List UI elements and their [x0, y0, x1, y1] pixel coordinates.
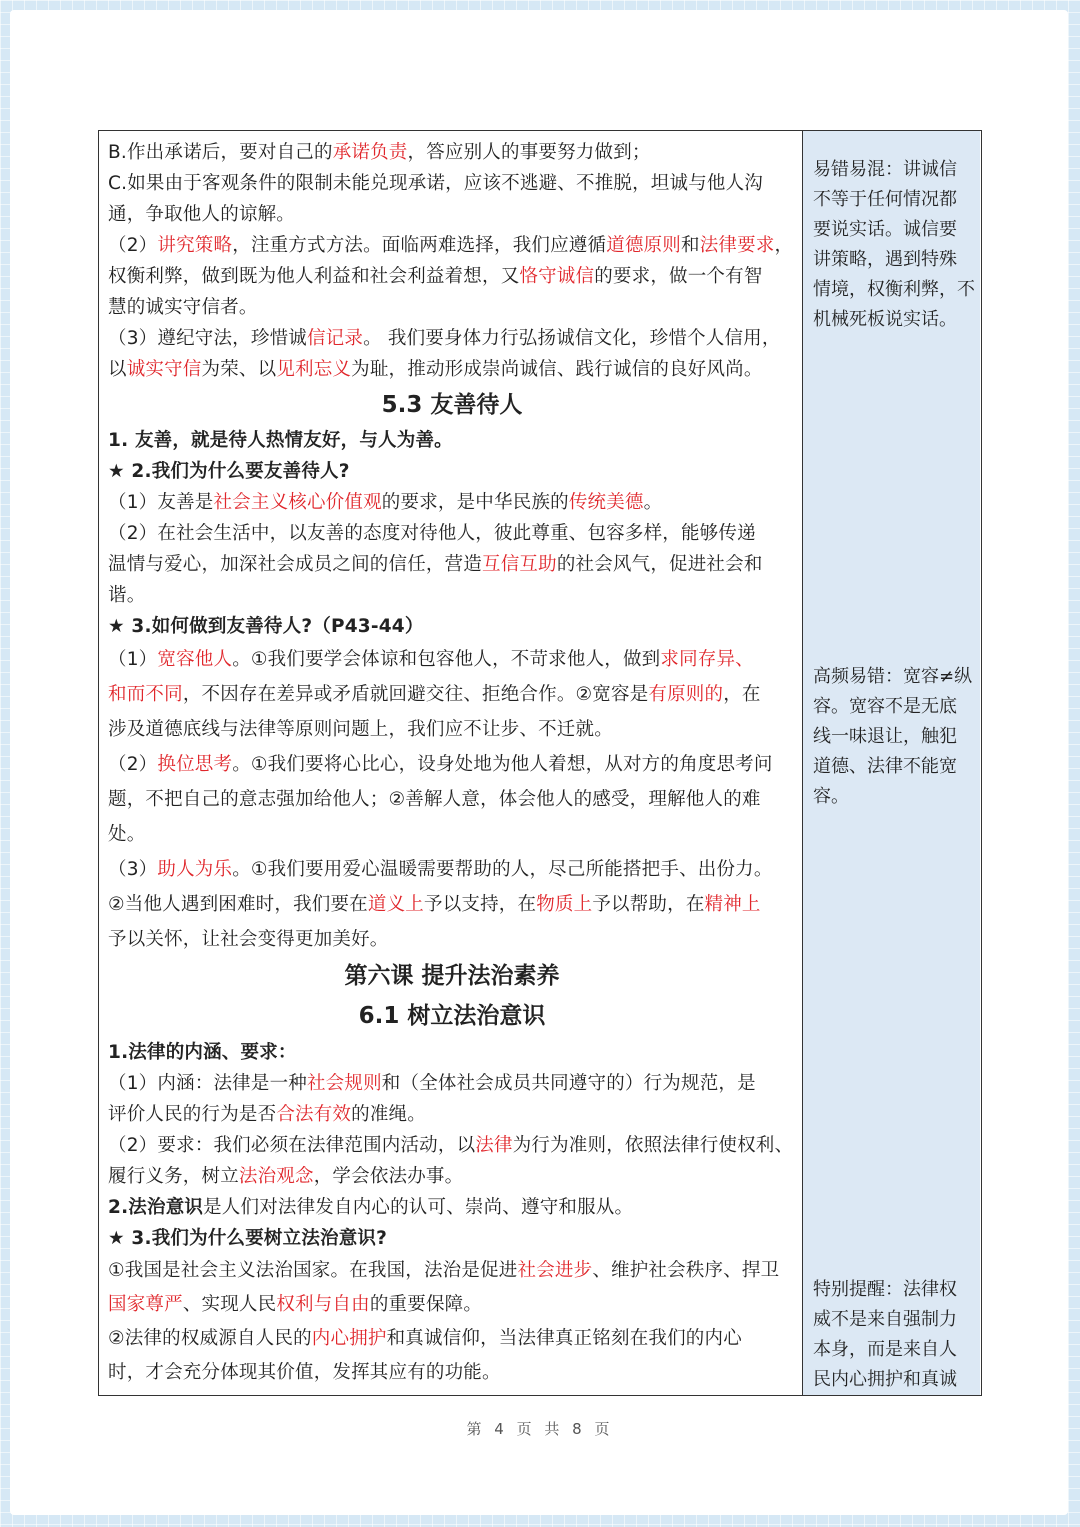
- answer-why-2-line3: 谐。: [108, 585, 146, 606]
- rule-of-law-awareness: 2.法治意识是人们对法律发自内心的认可、崇尚、遵守和服从。: [108, 1197, 634, 1218]
- question-why-friendly: ★ 2.我们为什么要友善待人?: [108, 461, 350, 482]
- law-requirement-line2: 履行义务，树立法治观念，学会依法办事。: [108, 1166, 464, 1187]
- sidebar-note-honesty: 易错易混：讲诚信 不等于任何情况都 要说实话。诚信要 讲策略，遇到特殊 情境，权衡利弊，不 机械死板说实话。: [813, 159, 975, 330]
- point-c-line1: C.如果由于客观条件的限制未能兑现承诺，应该不逃避、不推脱，坦诚与他人沟: [108, 173, 764, 194]
- point-2-line2: 权衡利弊，做到既为他人利益和社会利益着想，又恪守诚信的要求，做一个有智: [108, 266, 763, 287]
- definition-friendly: 1. 友善，就是待人热情友好，与人为善。: [108, 430, 453, 451]
- answer-how-2-line2: 题，不把自己的意志强加给他人；②善解人意，体会他人的感受，理解他人的难: [108, 789, 761, 810]
- answer-why-2-line1: （2）在社会生活中，以友善的态度对待他人，彼此尊重、包容多样，能够传递: [108, 523, 756, 544]
- rule-of-law-reason-1-line1: ①我国是社会主义法治国家。在我国，法治是促进社会进步、维护社会秩序、捍卫: [108, 1260, 780, 1281]
- point-b: B.作出承诺后，要对自己的承诺负责，答应别人的事要努力做到；: [108, 142, 651, 163]
- law-meaning-line2: 评价人民的行为是否合法有效的准绳。: [108, 1104, 426, 1125]
- rule-of-law-reason-2-line2: 时，才会充分体现其价值，发挥其应有的功能。: [108, 1362, 501, 1383]
- answer-how-1-line2: 和而不同，不因存在差异或矛盾就回避交往、拒绝合作。②宽容是有原则的，在: [108, 684, 761, 705]
- point-2-line1: （2）讲究策略，注重方式方法。面临两难选择，我们应遵循道德原则和法律要求，: [108, 235, 794, 256]
- section-heading-5-3: 5.3 友善待人: [381, 392, 523, 418]
- question-why-rule-of-law: ★ 3.我们为什么要树立法治意识?: [108, 1228, 388, 1249]
- point-3-line1: （3）遵纪守法，珍惜诚信记录。 我们要身体力行弘扬诚信文化，珍惜个人信用，: [108, 328, 781, 349]
- law-meaning-line1: （1）内涵：法律是一种社会规则和（全体社会成员共同遵守的）行为规范，是: [108, 1073, 756, 1094]
- section-heading-6-1: 6.1 树立法治意识: [358, 1003, 546, 1029]
- answer-how-3-line1: （3）助人为乐。①我们要用爱心温暖需要帮助的人，尽己所能搭把手、出份力。: [108, 859, 773, 880]
- point-3-line2: 以诚实守信为荣、以见利忘义为耻，推动形成崇尚诚信、践行诚信的良好风尚。: [108, 359, 763, 380]
- answer-how-3-line2: ②当他人遇到困难时，我们要在道义上予以支持，在物质上予以帮助，在精神上: [108, 894, 761, 915]
- point-2-line3: 慧的诚实守信者。: [108, 297, 258, 318]
- answer-how-3-line3: 予以关怀，让社会变得更加美好。: [108, 929, 389, 950]
- answer-how-2-line3: 处。: [108, 824, 146, 845]
- rule-of-law-reason-1-line2: 国家尊严、实现人民权利与自由的重要保障。: [108, 1294, 483, 1315]
- question-law-meaning: 1.法律的内涵、要求：: [108, 1042, 297, 1063]
- sidebar-note-tolerance: 高频易错：宽容≠纵 容。宽容不是无底 线一味退让，触犯 道德、法律不能宽 容。: [813, 666, 973, 807]
- answer-how-1-line1: （1）宽容他人。①我们要学会体谅和包容他人，不苛求他人，做到求同存异、: [108, 649, 754, 670]
- answer-how-1-line3: 涉及道德底线与法律等原则问题上，我们应不让步、不迁就。: [108, 719, 613, 740]
- notes-table: [98, 130, 982, 1396]
- answer-how-2-line1: （2）换位思考。①我们要将心比心，设身处地为他人着想，从对方的角度思考问: [108, 754, 773, 775]
- answer-why-1: （1）友善是社会主义核心价值观的要求，是中华民族的传统美德。: [108, 492, 663, 513]
- point-c-line2: 通，争取他人的谅解。: [108, 204, 296, 225]
- main-content-column: [99, 131, 803, 1395]
- answer-why-2-line2: 温情与爱心，加深社会成员之间的信任，营造互信互助的社会风气，促进社会和: [108, 554, 763, 575]
- law-requirement-line1: （2）要求：我们必须在法律范围内活动，以法律为行为准则，依照法律行使权利、: [108, 1135, 794, 1156]
- notes-sidebar-column: [803, 131, 980, 1395]
- rule-of-law-reason-2-line1: ②法律的权威源自人民的内心拥护和真诚信仰，当法律真正铭刻在我们的内心: [108, 1328, 742, 1349]
- lesson-heading-6: 第六课 提升法治素养: [344, 963, 560, 989]
- sidebar-note-law-authority: 特别提醒：法律权 威不是来自强制力 本身，而是来自人 民内心拥护和真诚: [813, 1279, 957, 1390]
- page-number: 第 4 页 共 8 页: [466, 1420, 614, 1438]
- question-how-friendly: ★ 3.如何做到友善待人?（P43-44）: [108, 616, 424, 637]
